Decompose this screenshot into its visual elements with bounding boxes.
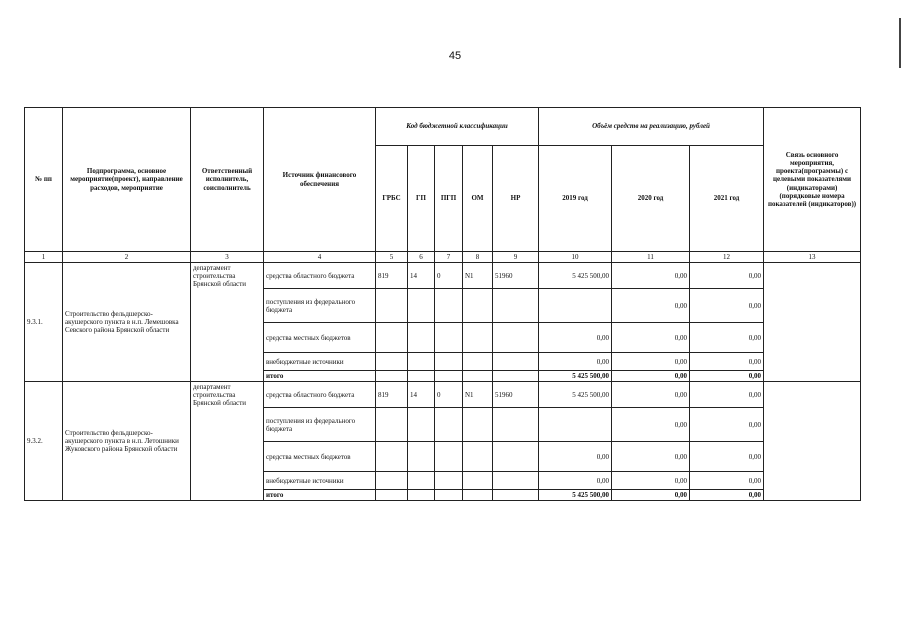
funding-source: средства областного бюджета	[264, 382, 376, 408]
col-index: 9	[493, 252, 539, 263]
amount-2020: 0,00	[612, 408, 690, 442]
column-index-row	[25, 252, 861, 263]
np-code: 51960	[493, 263, 539, 289]
pgp-code	[435, 289, 463, 323]
pgp-code	[435, 353, 463, 371]
amount-2019: 0,00	[539, 442, 612, 472]
pgp-code	[435, 408, 463, 442]
amount-2019	[539, 408, 612, 442]
grbs-code	[376, 353, 408, 371]
funding-source: поступления из федерального бюджета	[264, 289, 376, 323]
header-grbs: ГРБС	[376, 146, 408, 252]
om-code	[463, 323, 493, 353]
activity-executor: департамент строительства Брянской области	[191, 263, 264, 382]
header-pgp: ПГП	[435, 146, 463, 252]
col-index: 7	[435, 252, 463, 263]
total-label: итого	[264, 490, 376, 501]
total-2020: 0,00	[612, 371, 690, 382]
amount-2021: 0,00	[690, 408, 764, 442]
funding-source: средства местных бюджетов	[264, 442, 376, 472]
header-source: Источник финансового обеспечения	[264, 108, 376, 252]
pgp-code: 0	[435, 263, 463, 289]
amount-2021: 0,00	[690, 263, 764, 289]
header-volume-group: Объём средств на реализацию, рублей	[539, 108, 764, 146]
pgp-code: 0	[435, 382, 463, 408]
header-link: Связь основного мероприятия, проекта(программы) с целевыми показателями (индикаторами) (порядковые номера показателей (индикаторов))	[764, 108, 861, 252]
np-code	[493, 472, 539, 490]
gp-code: 14	[408, 263, 435, 289]
amount-2020: 0,00	[612, 442, 690, 472]
header-2021: 2021 год	[690, 146, 764, 252]
header-np: НР	[493, 146, 539, 252]
table-row	[25, 382, 861, 408]
grbs-code: 819	[376, 263, 408, 289]
activity-number: 9.3.1.	[25, 263, 63, 382]
np-code	[493, 289, 539, 323]
header-num: № пп	[25, 108, 63, 252]
page-edge-line	[899, 18, 901, 68]
om-code	[463, 442, 493, 472]
col-index: 2	[63, 252, 191, 263]
np-code	[493, 442, 539, 472]
col-index: 12	[690, 252, 764, 263]
pgp-code	[435, 323, 463, 353]
amount-2019: 0,00	[539, 323, 612, 353]
gp-code	[408, 289, 435, 323]
amount-2020: 0,00	[612, 263, 690, 289]
total-label: итого	[264, 371, 376, 382]
total-2021: 0,00	[690, 490, 764, 501]
indicator-link-cell	[764, 382, 861, 501]
grbs-code	[376, 289, 408, 323]
col-index: 4	[264, 252, 376, 263]
amount-2019: 5 425 500,00	[539, 263, 612, 289]
col-index: 8	[463, 252, 493, 263]
amount-2019: 5 425 500,00	[539, 382, 612, 408]
total-2021: 0,00	[690, 371, 764, 382]
header-executor: Ответственный исполнитель, соисполнитель	[191, 108, 264, 252]
amount-2020: 0,00	[612, 353, 690, 371]
grbs-code	[376, 323, 408, 353]
col-index: 10	[539, 252, 612, 263]
om-code: N1	[463, 263, 493, 289]
amount-2021: 0,00	[690, 353, 764, 371]
col-index: 13	[764, 252, 861, 263]
header-program: Подпрограмма, основное мероприятие(проект), направление расходов, мероприятие	[63, 108, 191, 252]
col-index: 6	[408, 252, 435, 263]
activity-number: 9.3.2.	[25, 382, 63, 501]
grbs-code: 819	[376, 382, 408, 408]
header-2019: 2019 год	[539, 146, 612, 252]
page-number: 45	[448, 50, 462, 62]
funding-source: внебюджетные источники	[264, 353, 376, 371]
amount-2020: 0,00	[612, 323, 690, 353]
om-code	[463, 289, 493, 323]
activity-title: Строительство фельдшерско-акушерского пункта в н.п. Летошники Жуковского района Брянской области	[63, 382, 191, 501]
gp-code	[408, 472, 435, 490]
amount-2021: 0,00	[690, 289, 764, 323]
funding-source: поступления из федерального бюджета	[264, 408, 376, 442]
table-row	[25, 263, 861, 289]
np-code	[493, 323, 539, 353]
activity-title: Строительство фельдшерско-акушерского пункта в н.п. Лемешовка Севского района Брянской области	[63, 263, 191, 382]
funding-source: средства местных бюджетов	[264, 323, 376, 353]
om-code: N1	[463, 382, 493, 408]
budget-table	[24, 107, 861, 501]
col-index: 3	[191, 252, 264, 263]
amount-2021: 0,00	[690, 442, 764, 472]
indicator-link-cell	[764, 263, 861, 382]
om-code	[463, 408, 493, 442]
activity-executor: департамент строительства Брянской области	[191, 382, 264, 501]
header-om: ОМ	[463, 146, 493, 252]
amount-2019	[539, 289, 612, 323]
funding-source: средства областного бюджета	[264, 263, 376, 289]
gp-code	[408, 323, 435, 353]
np-code	[493, 408, 539, 442]
header-2020: 2020 год	[612, 146, 690, 252]
amount-2019: 0,00	[539, 353, 612, 371]
amount-2020: 0,00	[612, 472, 690, 490]
amount-2019: 0,00	[539, 472, 612, 490]
gp-code	[408, 442, 435, 472]
pgp-code	[435, 442, 463, 472]
col-index: 1	[25, 252, 63, 263]
np-code	[493, 353, 539, 371]
funding-source: внебюджетные источники	[264, 472, 376, 490]
amount-2020: 0,00	[612, 382, 690, 408]
header-bcc-group: Код бюджетной классификации	[376, 108, 539, 146]
col-index: 11	[612, 252, 690, 263]
total-2019: 5 425 500,00	[539, 490, 612, 501]
col-index: 5	[376, 252, 408, 263]
np-code: 51960	[493, 382, 539, 408]
amount-2021: 0,00	[690, 472, 764, 490]
total-2020: 0,00	[612, 490, 690, 501]
header-gp: ГП	[408, 146, 435, 252]
om-code	[463, 353, 493, 371]
gp-code	[408, 353, 435, 371]
grbs-code	[376, 442, 408, 472]
grbs-code	[376, 408, 408, 442]
pgp-code	[435, 472, 463, 490]
amount-2021: 0,00	[690, 382, 764, 408]
gp-code	[408, 408, 435, 442]
total-2019: 5 425 500,00	[539, 371, 612, 382]
grbs-code	[376, 472, 408, 490]
amount-2020: 0,00	[612, 289, 690, 323]
om-code	[463, 472, 493, 490]
gp-code: 14	[408, 382, 435, 408]
amount-2021: 0,00	[690, 323, 764, 353]
